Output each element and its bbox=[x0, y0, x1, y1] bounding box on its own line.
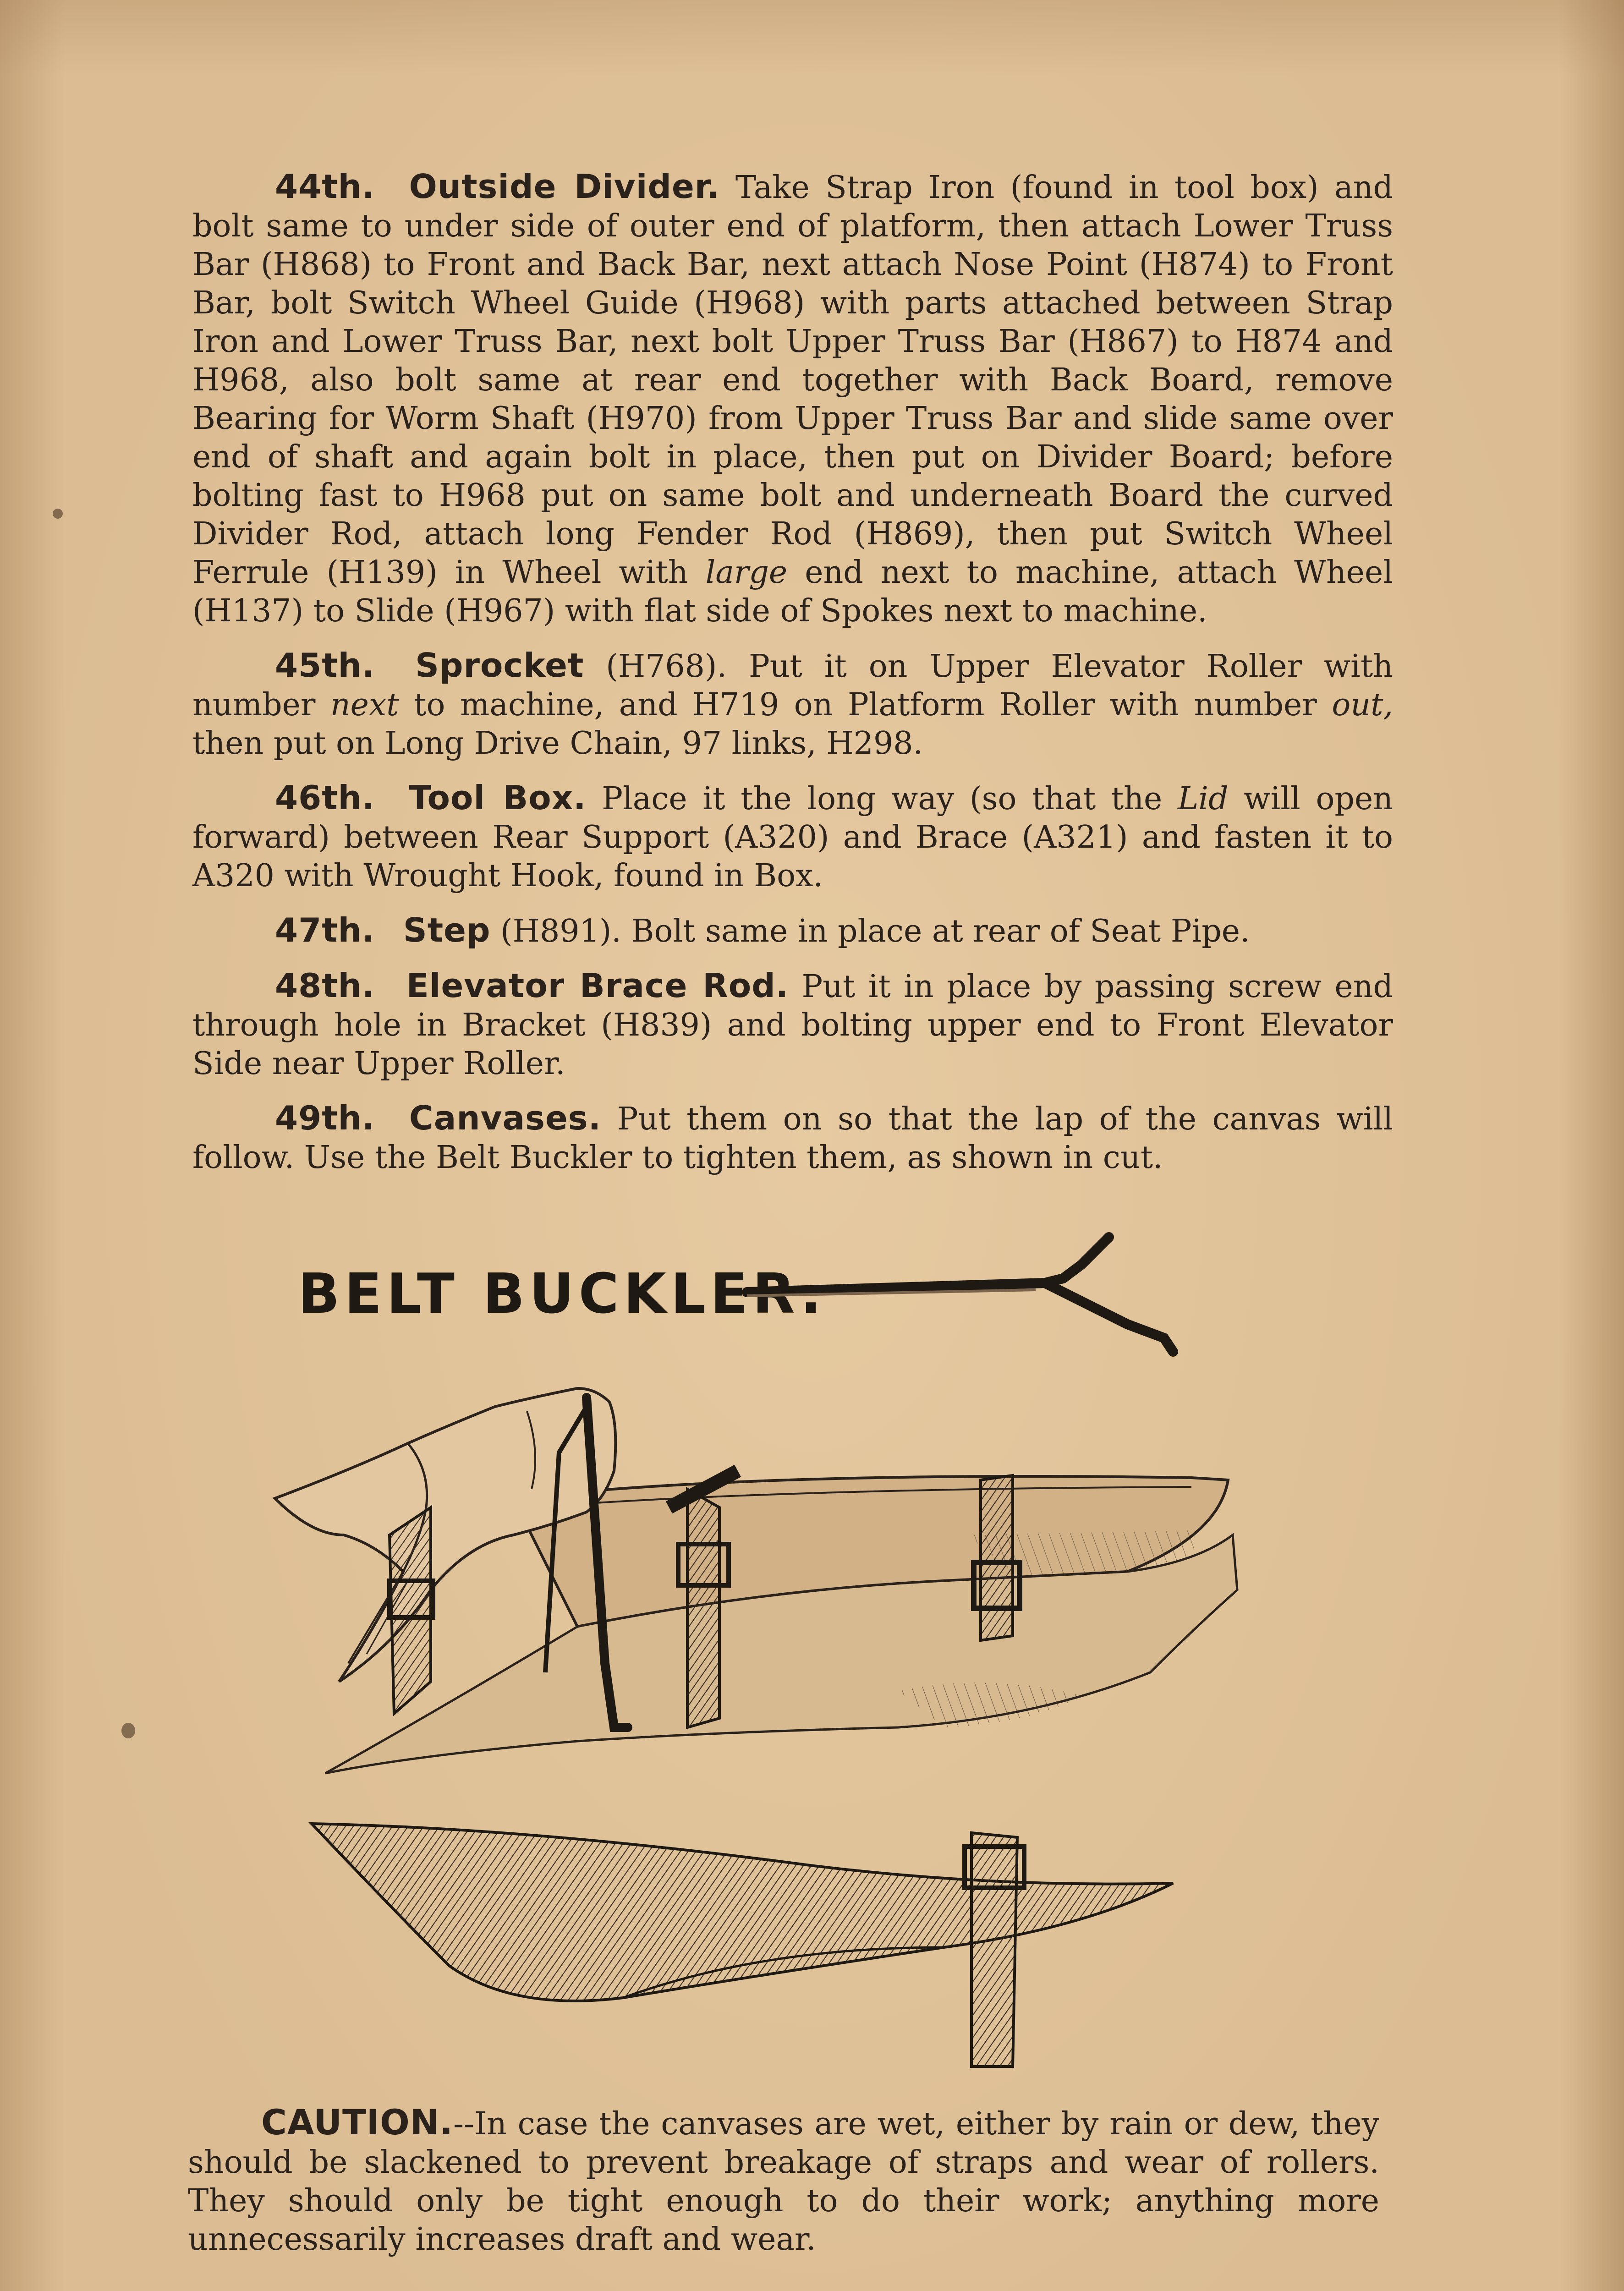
step-44-text-after: end next to machine, attach Wheel (H137) to Slide (H967) with flat side of Spokes next to machine. bbox=[192, 554, 1393, 629]
step-46-text: Place it the long way (so that the bbox=[602, 781, 1163, 817]
step-49-paragraph bbox=[192, 1099, 1393, 1177]
step-48-title: Elevator Brace Rod. bbox=[406, 966, 789, 1005]
step-44-italic: large bbox=[705, 554, 788, 591]
step-49-title: Canvases. bbox=[409, 1099, 602, 1137]
step-44-text: Take Strap Iron (found in tool box) and bolt same to under side of outer end of platform, then attach Lower Truss Bar (H868) to Front and Back Bar, next attach Nose Point (H874) to Front Bar, bolt Switch Wheel Guide (H968) with parts attached between Strap Iron and Lower Truss Bar, next bolt Upper Truss Bar (H867) to H874 and H968, also bolt same at rear end together with Back Board, remove Bearing for Worm Shaft (H970) from Upper Truss Bar and slide same over end of shaft and again bolt in place, then put on Divider Board; before bolting fast to H968 put on same bolt and underneath Board the curved Divider Rod, attach long Fender Rod (H869), then put Switch Wheel Ferrule (H139) in Wheel with bbox=[192, 170, 1393, 591]
canvas-strap-right bbox=[974, 1475, 1020, 1640]
step-44-title: Outside Divider. bbox=[409, 167, 720, 206]
step-47-number: 47th. bbox=[275, 911, 375, 949]
step-46-paragraph bbox=[192, 778, 1393, 895]
lower-canvas-roll bbox=[312, 1824, 1173, 2001]
step-46-text-after: will open forward) between Rear Support (A320) and Brace (A321) and fasten it to A320 with Wrought Hook, found in Box. bbox=[192, 781, 1393, 894]
step-45-text-after: then put on Long Drive Chain, 97 links, H298. bbox=[192, 725, 923, 762]
belt-buckler-illustration bbox=[257, 1214, 1366, 2085]
step-45-number: 45th. bbox=[275, 646, 375, 685]
lower-canvas-strap bbox=[965, 1833, 1024, 2066]
caution-text: --In case the canvases are wet, either by rain or dew, they should be slackened to prevent breakage of straps and wear of rollers. They should only be tight enough to do their work; anything more unnecessarily increases draft and wear. bbox=[188, 2106, 1379, 2258]
figure-title: BELT BUCKLER. bbox=[298, 1262, 826, 1326]
buckler-tool-icon bbox=[747, 1237, 1173, 1352]
step-47-text: (H891). Bolt same in place at rear of Seat Pipe. bbox=[500, 913, 1250, 949]
step-46-number: 46th. bbox=[275, 778, 375, 817]
step-44-number: 44th. bbox=[275, 167, 375, 206]
step-49-text: Put them on so that the lap of the canvas will follow. Use the Belt Buckler to tighten them, as shown in cut. bbox=[192, 1101, 1393, 1176]
step-48-text: Put it in place by passing screw end through hole in Bracket (H839) and bolting upper end to Front Elevator Side near Upper Roller. bbox=[192, 969, 1393, 1082]
ink-stain bbox=[121, 1723, 135, 1738]
step-49-number: 49th. bbox=[275, 1099, 375, 1137]
step-45-title: Sprocket bbox=[415, 646, 584, 685]
step-45-italic: next bbox=[330, 687, 399, 723]
caution-paragraph bbox=[188, 2103, 1379, 2259]
step-47-title: Step bbox=[403, 911, 491, 949]
step-45-text: (H768). Put it on Upper Elevator Roller with number bbox=[192, 648, 1393, 723]
canvas-strap-left bbox=[390, 1507, 433, 1714]
step-46-italic: Lid bbox=[1178, 781, 1229, 817]
ink-stain bbox=[53, 509, 63, 519]
instructions-body bbox=[192, 167, 1393, 1193]
step-45-text-mid: to machine, and H719 on Platform Roller with number bbox=[414, 687, 1317, 723]
step-45-paragraph bbox=[192, 646, 1393, 763]
caution-label: CAUTION. bbox=[261, 2102, 454, 2143]
step-46-title: Tool Box. bbox=[409, 778, 587, 817]
step-47-paragraph bbox=[192, 911, 1393, 951]
step-44-paragraph bbox=[192, 167, 1393, 630]
step-48-paragraph bbox=[192, 966, 1393, 1083]
step-45-italic-2: out, bbox=[1332, 687, 1394, 723]
step-48-number: 48th. bbox=[275, 966, 375, 1005]
